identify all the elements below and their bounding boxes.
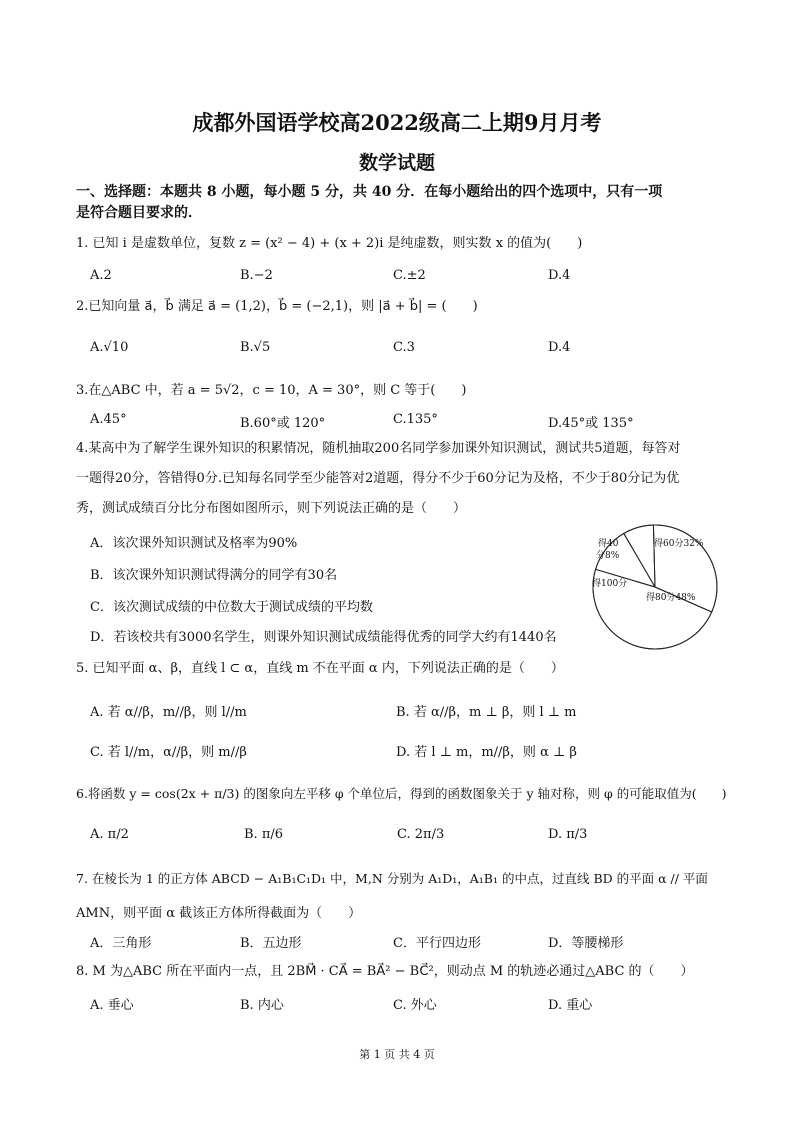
question-1-stem: 1. 已知 i 是虚数单位，复数 z = (x² − 4) + (x + 2)i 是纯虚数，则实数 x 的值为( ) — [76, 236, 583, 251]
question-4-stem-line2: 一题得20分，答错得0分.已知每名同学至少能答对2道题，得分不少于60分记为及格，不少于80分记为优 — [76, 471, 680, 486]
q7-option-a: A．三角形 — [90, 936, 152, 951]
section-heading-line2: 是符合题目要求的． — [76, 205, 202, 221]
question-8-stem: 8. M 为△ABC 所在平面内一点，且 2BM⃗ · CA⃗ = BA⃗² − BC⃗²，则动点 M 的轨迹必通过△ABC 的（ ） — [76, 964, 694, 979]
q2-option-d: D.4 — [548, 340, 571, 355]
question-2-stem: 2.已知向量 a⃗，b⃗ 满足 a⃗ = (1,2)，b⃗ = (−2,1)，则 |a⃗ + b⃗| = ( ) — [76, 299, 478, 314]
exam-title: 成都外国语学校高2022级高二上期9月月考 — [192, 110, 602, 135]
q6-option-b: B. π/6 — [244, 827, 284, 842]
question-7-stem-line2: AMN，则平面 α 截该正方体所得截面为（ ） — [76, 906, 362, 921]
q5-option-c: C. 若 l//m，α//β，则 m//β — [90, 745, 247, 760]
q1-option-a: A.2 — [90, 268, 112, 283]
q2-option-a: A.√10 — [90, 340, 129, 355]
q7-option-c: C．平行四边形 — [393, 936, 481, 951]
q8-option-c: C. 外心 — [393, 998, 437, 1013]
q6-option-c: C. 2π/3 — [397, 827, 445, 842]
q8-option-a: A. 垂心 — [90, 998, 134, 1013]
question-4-stem-line3: 秀，测试成绩百分比分布图如图所示，则下列说法正确的是（ ） — [76, 501, 467, 516]
question-3-stem: 3.在△ABC 中，若 a = 5√2，c = 10，A = 30°，则 C 等于( ) — [76, 383, 467, 398]
section-heading-line1: 一、选择题：本题共 8 小题，每小题 5 分，共 40 分．在每小题给出的四个选项中，只有一项 — [76, 184, 663, 200]
q1-option-b: B.−2 — [240, 268, 273, 283]
q4-option-b: B．该次课外知识测试得满分的同学有30名 — [90, 568, 338, 583]
q4-option-c: C．该次测试成绩的中位数大于测试成绩的平均数 — [90, 600, 373, 615]
question-4-stem-line1: 4.某高中为了解学生课外知识的积累情况，随机抽取200名同学参加课外知识测试，测试共5道题，每答对 — [76, 441, 681, 456]
question-7-stem-line1: 7. 在棱长为 1 的正方体 ABCD − A₁B₁C₁D₁ 中，M,N 分别为 A₁D₁，A₁B₁ 的中点，过直线 BD 的平面 α // 平面 — [76, 871, 708, 886]
q5-option-a: A. 若 α//β，m//β，则 l//m — [90, 705, 247, 720]
pie-label-60: 得60分32% — [654, 539, 704, 549]
q1-option-d: D.4 — [548, 268, 571, 283]
q7-option-b: B．五边形 — [240, 936, 302, 951]
pie-label-40-b: 分8% — [596, 551, 620, 561]
q2-option-b: B.√5 — [240, 340, 271, 355]
score-distribution-pie-chart — [580, 520, 730, 655]
q4-option-d: D．若该校共有3000名学生，则课外知识测试成绩能得优秀的同学大约有1440名 — [90, 630, 557, 645]
q5-option-d: D. 若 l ⊥ m，m//β，则 α ⊥ β — [396, 745, 577, 760]
q3-option-a: A.45° — [90, 412, 127, 427]
q5-option-b: B. 若 α//β，m ⊥ β，则 l ⊥ m — [396, 705, 577, 720]
q3-option-b: B.60°或 120° — [240, 416, 326, 431]
q3-option-d: D.45°或 135° — [548, 416, 634, 431]
question-5-stem: 5. 已知平面 α、β，直线 l ⊂ α，直线 m 不在平面 α 内，下列说法正确的是（ ） — [76, 661, 564, 676]
pie-label-100: 得100分 — [592, 579, 628, 589]
q1-option-c: C.±2 — [393, 268, 426, 283]
pie-label-80: 得80分48% — [646, 593, 696, 603]
question-6-stem: 6.将函数 y = cos(2x + π/3) 的图象向左平移 φ 个单位后，得到的函数图象关于 y 轴对称，则 φ 的可能取值为( ) — [76, 786, 727, 801]
q2-option-c: C.3 — [393, 340, 415, 355]
q6-option-d: D. π/3 — [548, 827, 588, 842]
exam-subtitle: 数学试题 — [358, 152, 435, 174]
q8-option-b: B. 内心 — [240, 998, 284, 1013]
q4-option-a: A．该次课外知识测试及格率为90% — [90, 536, 298, 551]
q8-option-d: D. 重心 — [548, 998, 593, 1013]
q7-option-d: D．等腰梯形 — [548, 936, 624, 951]
page-footer: 第 1 页 共 4 页 — [359, 1048, 435, 1061]
q3-option-c: C.135° — [393, 412, 438, 427]
pie-label-40-a: 得40 — [598, 539, 619, 549]
q6-option-a: A. π/2 — [90, 827, 129, 842]
